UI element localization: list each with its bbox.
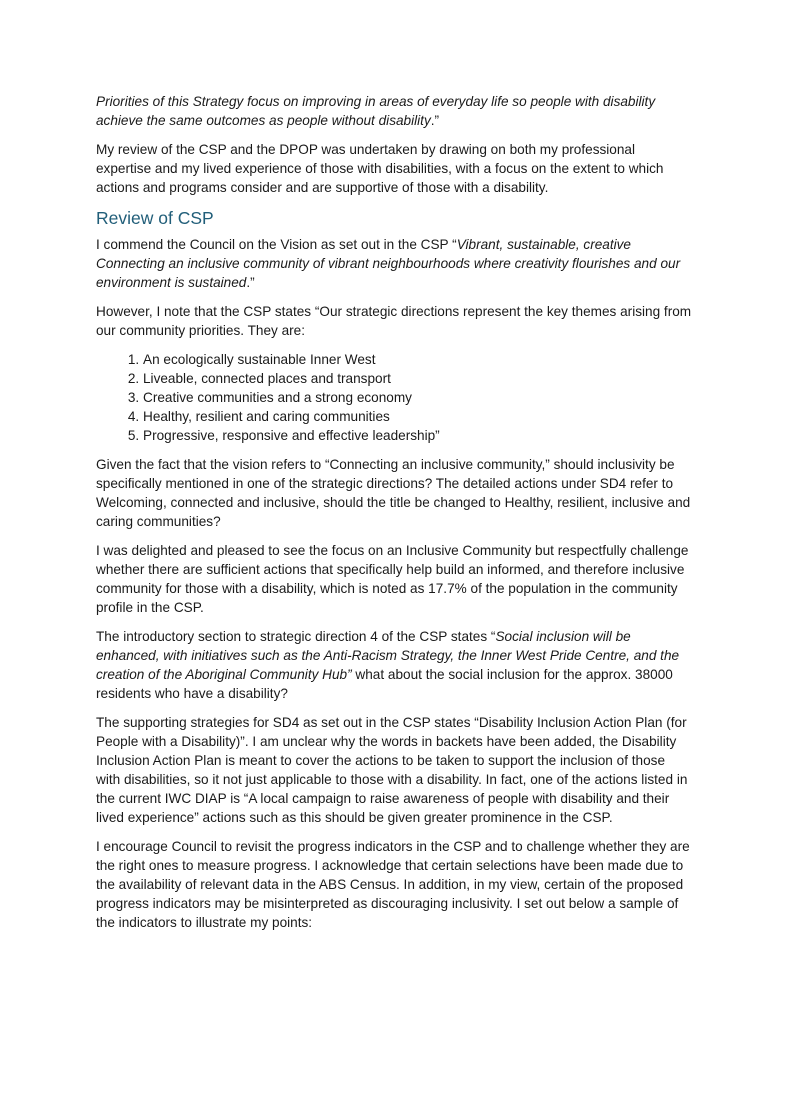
paragraph-strategy-quote xyxy=(96,92,692,130)
social-inclusion-lead: The introductory section to strategic direction 4 of the CSP states “ xyxy=(96,629,496,644)
paragraph-vision xyxy=(96,235,692,292)
list-item: 5. Progressive, responsive and effective leadership” xyxy=(143,426,692,445)
list-item: 1. An ecologically sustainable Inner West xyxy=(143,350,692,369)
paragraph-review-method: My review of the CSP and the DPOP was undertaken by drawing on both my professional expertise and my lived experience of those with disabilities, with a focus on the extent to which actions and programs consider and are supportive of those with a disability. xyxy=(96,142,664,195)
vision-italic: Vibrant, sustainable, creative Connecting an inclusive community of vibrant neighbourhoods where creativity flourishes and our environment is sustained xyxy=(96,237,681,290)
vision-lead: I commend the Council on the Vision as set out in the CSP “ xyxy=(96,237,457,252)
section-heading-review-of-csp: Review of CSP xyxy=(96,208,214,228)
strategy-quote-tail: .” xyxy=(430,113,440,128)
list-item: 2. Liveable, connected places and transport xyxy=(143,369,692,388)
document-page xyxy=(96,92,692,942)
list-item: 3. Creative communities and a strong economy xyxy=(143,388,692,407)
paragraph-supporting-strategies: The supporting strategies for SD4 as set out in the CSP states “Disability Inclusion Action Plan (for People with a Disability)”. I am unclear why the words in backets have been added, the Disability Inclusion Action Plan is meant to cover the actions to be taken to support the inclusion of those with disabilities, so it not just applicable to those with a disability. In fact, one of the actions listed in the current IWC DIAP is “A local campaign to raise awareness of people with disability and their lived experience” actions such as this should be given greater prominence in the CSP. xyxy=(96,715,688,825)
paragraph-strategic-directions-intro: However, I note that the CSP states “Our strategic directions represent the key themes arising from our community priorities. They are: xyxy=(96,304,692,338)
paragraph-social-inclusion xyxy=(96,627,692,703)
list-item: 4. Healthy, resilient and caring communities xyxy=(143,407,692,426)
strategy-quote-italic: Priorities of this Strategy focus on improving in areas of everyday life so people with disability achieve the same outcomes as people without disability xyxy=(96,94,656,128)
strategic-directions-list xyxy=(96,350,692,445)
paragraph-inclusivity-question: Given the fact that the vision refers to “Connecting an inclusive community,” should inclusivity be specifically mentioned in one of the strategic directions? The detailed actions under SD4 refer to Welcoming, connected and inclusive, should the title be changed to Healthy, resilient, inclusive and caring communities? xyxy=(96,457,691,529)
social-inclusion-tail: what about the social inclusion for the approx. 38000 residents who have a disability? xyxy=(96,667,673,701)
social-inclusion-italic: Social inclusion will be enhanced, with initiatives such as the Anti-Racism Strategy, the Inner West Pride Centre, and the creation of the Aboriginal Community Hub” xyxy=(96,629,680,682)
vision-tail: .” xyxy=(246,275,255,290)
paragraph-inclusive-community: I was delighted and pleased to see the focus on an Inclusive Community but respectfully challenge whether there are sufficient actions that specifically help build an informed, and therefore inclusive community for those with a disability, which is noted as 17.7% of the population in the community profile in the CSP. xyxy=(96,543,689,615)
paragraph-progress-indicators: I encourage Council to revisit the progress indicators in the CSP and to challenge whether they are the right ones to measure progress. I acknowledge that certain selections have been made due to the availability of relevant data in the ABS Census. In addition, in my view, certain of the proposed progress indicators may be misinterpreted as discouraging inclusivity. I set out below a sample of the indicators to illustrate my points: xyxy=(96,839,690,930)
